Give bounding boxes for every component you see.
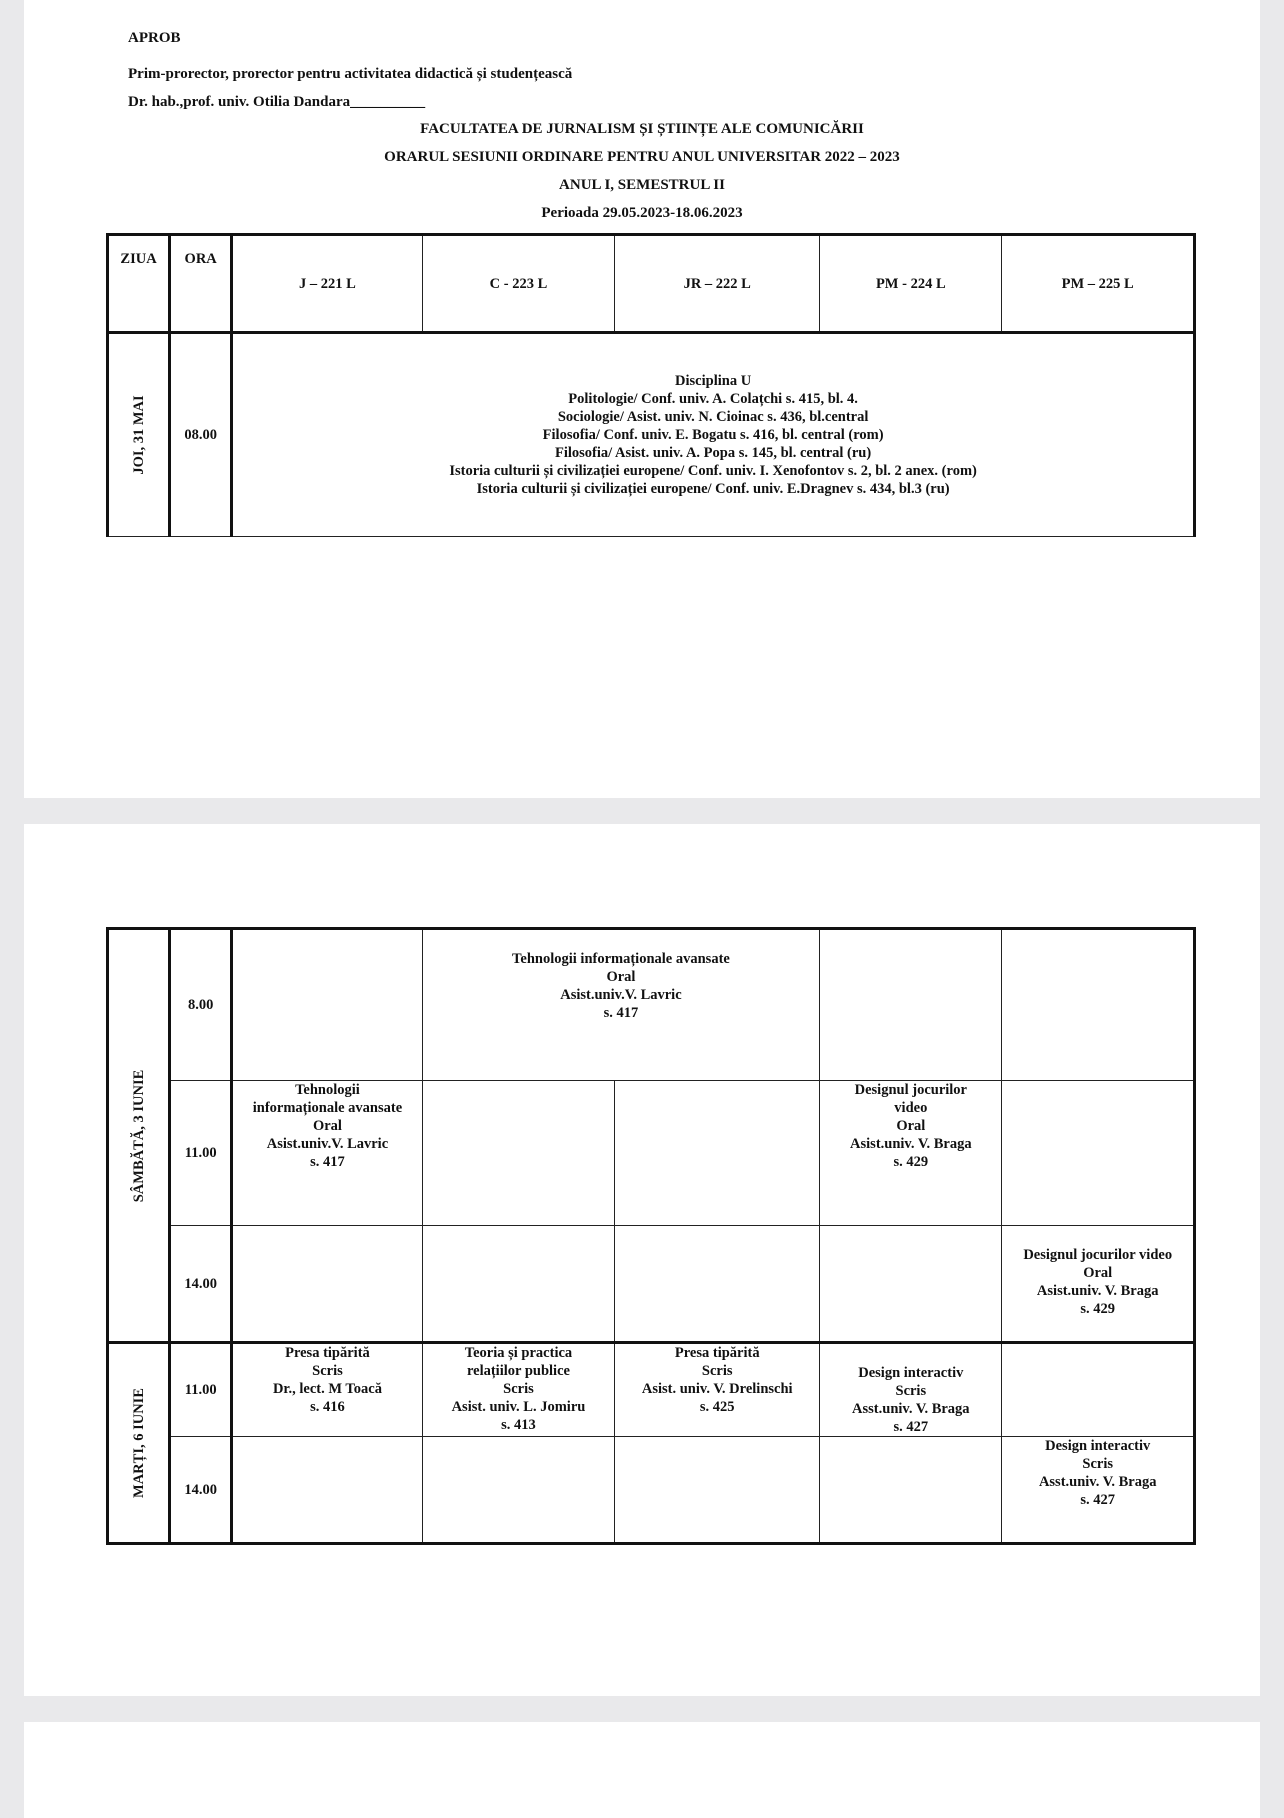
- approver-title: Prim-prorector, prorector pentru activitatea didactică și studențească: [128, 66, 573, 82]
- day-cell-3-june: [108, 929, 170, 1343]
- exam-teacher: Dr., lect. M Toacă: [272, 1381, 382, 1397]
- exam-cell-disciplina-u: [232, 333, 1195, 537]
- exam-room: s. 425: [699, 1399, 735, 1415]
- exam-teacher: Asist.univ.V. Lavric: [560, 987, 682, 1003]
- empty-cell: [1002, 1081, 1195, 1226]
- table-row: [108, 1343, 1195, 1437]
- empty-cell: [820, 1437, 1002, 1544]
- hour-cell: 14.00: [170, 1437, 232, 1544]
- empty-cell: [422, 1226, 615, 1343]
- table-row: [108, 929, 1195, 1081]
- schedule-table-page1: [106, 233, 1196, 537]
- hour-cell: 8.00: [170, 929, 232, 1081]
- exam-line: Istoria culturii și civilizației europene/ Conf. univ. I. Xenofontov s. 2, bl. 2 anex. (rom): [449, 463, 977, 479]
- exam-subject: Presa tipărită: [285, 1345, 370, 1361]
- exam-type: Scris: [895, 1383, 927, 1399]
- empty-cell: [820, 1226, 1002, 1343]
- header-group-jr222: JR – 222 L: [615, 235, 820, 333]
- header-hour: ORA: [170, 235, 232, 333]
- day-cell-31-may: [108, 333, 170, 537]
- exam-type: Scris: [503, 1381, 534, 1397]
- exam-cell: [820, 1343, 1002, 1437]
- exam-subject: Presa tipărită: [674, 1345, 760, 1361]
- header-group-c223: C - 223 L: [422, 235, 615, 333]
- exam-room: s. 416: [310, 1399, 345, 1415]
- exam-type: Oral: [312, 1118, 342, 1134]
- empty-cell: [615, 1081, 820, 1226]
- exam-line: Sociologie/ Asist. univ. N. Cioinac s. 436, bl.central: [557, 409, 869, 425]
- exam-line: Filosofia/ Conf. univ. E. Bogatu s. 416, bl. central (rom): [542, 427, 884, 443]
- table-row: [108, 1226, 1195, 1343]
- exam-subject: video: [894, 1100, 928, 1116]
- exam-line: Politologie/ Conf. univ. A. Colațchi s. 415, bl. 4.: [568, 391, 858, 407]
- exam-subject: Designul jocurilor: [854, 1082, 967, 1098]
- exam-cell: [1002, 1437, 1195, 1544]
- exam-cell: [422, 929, 820, 1081]
- exam-type: Oral: [896, 1118, 926, 1134]
- empty-cell: [422, 1437, 615, 1544]
- hour-cell: 11.00: [170, 1343, 232, 1437]
- exam-cell: [232, 1081, 422, 1226]
- hour-cell: 14.00: [170, 1226, 232, 1343]
- exam-room: s. 427: [1080, 1492, 1116, 1508]
- exam-subject: informaționale avansate: [252, 1100, 403, 1116]
- exam-type: Oral: [606, 969, 636, 985]
- exam-type: Scris: [312, 1363, 343, 1379]
- exam-cell: [820, 1081, 1002, 1226]
- empty-cell: [232, 1437, 422, 1544]
- day-label: MARȚI, 6 IUNIE: [130, 1388, 147, 1498]
- empty-cell: [232, 1226, 422, 1343]
- empty-cell: [615, 1226, 820, 1343]
- exam-teacher: Asist.univ.V. Lavric: [266, 1136, 389, 1152]
- schedule-title: ORARUL SESIUNII ORDINARE PENTRU ANUL UNIVERSITAR 2022 – 2023: [384, 149, 900, 165]
- exam-type: Scris: [701, 1363, 733, 1379]
- exam-cell: [422, 1343, 615, 1437]
- exam-teacher: Asist. univ. V. Drelinschi: [641, 1381, 793, 1397]
- header-group-pm225: PM – 225 L: [1002, 235, 1195, 333]
- day-label: SÂMBĂTĂ, 3 IUNIE: [130, 1069, 147, 1202]
- hour-cell: 08.00: [170, 333, 232, 537]
- exam-cell: [1002, 1226, 1195, 1343]
- empty-cell: [1002, 1343, 1195, 1437]
- table-header-row: [108, 235, 1195, 333]
- table-row: [108, 1081, 1195, 1226]
- exam-teacher: Asst.univ. V. Braga: [852, 1401, 970, 1417]
- exam-subject: Design interactiv: [1045, 1438, 1151, 1454]
- document-page-3: [24, 1722, 1260, 1818]
- empty-cell: [422, 1081, 615, 1226]
- session-period: Perioada 29.05.2023-18.06.2023: [541, 205, 743, 221]
- exam-room: s. 417: [310, 1154, 345, 1170]
- document-page-2: [24, 824, 1260, 1696]
- exam-teacher: Asst.univ. V. Braga: [1038, 1474, 1157, 1490]
- exam-subject: Designul jocurilor video: [1023, 1247, 1173, 1263]
- header-group-j221: J – 221 L: [232, 235, 422, 333]
- exam-line: Disciplina U: [675, 373, 752, 389]
- table-row: [108, 1437, 1195, 1544]
- document-page-1: [24, 0, 1260, 798]
- header-day: ZIUA: [108, 235, 170, 333]
- empty-cell: [615, 1437, 820, 1544]
- day-cell-6-june: [108, 1343, 170, 1544]
- table-row: [108, 333, 1195, 537]
- exam-subject: Tehnologii: [295, 1082, 360, 1098]
- exam-details: [233, 372, 1193, 498]
- exam-room: s. 417: [603, 1005, 639, 1021]
- exam-subject: Tehnologii informaționale avansate: [512, 951, 730, 967]
- exam-subject: Design interactiv: [858, 1365, 964, 1381]
- empty-cell: [820, 929, 1002, 1081]
- exam-cell: [232, 1343, 422, 1437]
- year-semester: ANUL I, SEMESTRUL II: [559, 177, 725, 193]
- schedule-table-page2: [106, 927, 1196, 1545]
- exam-line: Istoria culturii și civilizației europene/ Conf. univ. E.Dragnev s. 434, bl.3 (ru): [476, 481, 950, 497]
- exam-cell: [615, 1343, 820, 1437]
- approver-name: Dr. hab.,prof. univ. Otilia Dandara__________: [128, 94, 426, 110]
- exam-room: s. 427: [893, 1419, 929, 1435]
- exam-room: s. 429: [1080, 1301, 1116, 1317]
- exam-room: s. 413: [501, 1417, 536, 1433]
- approve-label: APROB: [128, 30, 181, 46]
- empty-cell: [232, 929, 422, 1081]
- exam-room: s. 429: [893, 1154, 929, 1170]
- exam-subject: relațiilor publice: [466, 1363, 570, 1379]
- empty-cell: [1002, 929, 1195, 1081]
- exam-teacher: Asist.univ. V. Braga: [850, 1136, 972, 1152]
- exam-type: Scris: [1082, 1456, 1113, 1472]
- header-group-pm224: PM - 224 L: [820, 235, 1002, 333]
- faculty-name: FACULTATEA DE JURNALISM ȘI ȘTIINȚE ALE COMUNICĂRII: [420, 121, 864, 137]
- exam-type: Oral: [1083, 1265, 1113, 1281]
- exam-teacher: Asist.univ. V. Braga: [1036, 1283, 1159, 1299]
- exam-teacher: Asist. univ. L. Jomiru: [451, 1399, 586, 1415]
- exam-line: Filosofia/ Asist. univ. A. Popa s. 145, bl. central (ru): [555, 445, 872, 461]
- day-label: JOI, 31 MAI: [130, 395, 147, 475]
- hour-cell: 11.00: [170, 1081, 232, 1226]
- exam-subject: Teoria și practica: [464, 1345, 573, 1361]
